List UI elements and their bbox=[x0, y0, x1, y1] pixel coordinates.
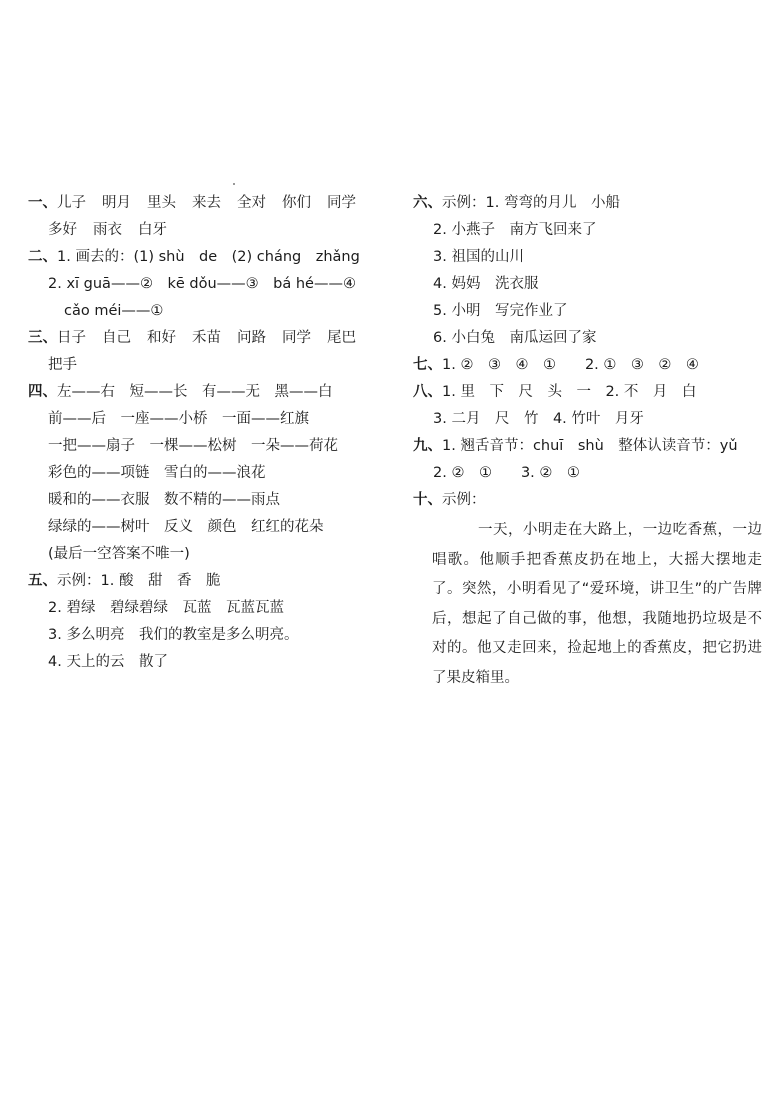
answer-line bbox=[28, 244, 390, 271]
answer-text: 前——后 一座——小桥 一面——红旗 bbox=[48, 411, 309, 427]
answer-text: 4. 妈妈 洗衣服 bbox=[433, 276, 539, 292]
answer-line bbox=[28, 298, 390, 325]
answer-text: 1. 画去的：(1) shù de (2) cháng zhǎng bbox=[57, 249, 360, 265]
answer-line bbox=[413, 433, 763, 460]
answer-text: 示例： bbox=[442, 492, 486, 508]
answer-line bbox=[413, 352, 763, 379]
answer-text: 2. xī guā——② kē dǒu——③ bá hé——④ bbox=[48, 276, 356, 292]
word: 雨衣 bbox=[93, 222, 122, 238]
answer-line bbox=[28, 379, 390, 406]
answer-line bbox=[413, 271, 763, 298]
word: 里头 bbox=[147, 195, 176, 211]
answer-text: 6. 小白兔 南瓜运回了家 bbox=[433, 330, 597, 346]
section-number: 八、 bbox=[413, 384, 442, 400]
answer-column-right bbox=[413, 190, 763, 693]
answer-text: 示例：1. 酸 甜 香 脆 bbox=[57, 573, 221, 589]
word: 全对 bbox=[237, 195, 266, 211]
word: 你们 bbox=[282, 195, 311, 211]
answer-line bbox=[413, 217, 763, 244]
answer-text: 3. 二月 尺 竹 4. 竹叶 月牙 bbox=[433, 411, 644, 427]
answer-text: 4. 天上的云 散了 bbox=[48, 654, 168, 670]
scan-speck bbox=[233, 183, 235, 185]
answer-text: 5. 小明 写完作业了 bbox=[433, 303, 568, 319]
answer-line bbox=[28, 190, 390, 217]
answer-line bbox=[28, 487, 390, 514]
word: 禾苗 bbox=[192, 330, 221, 346]
answer-line bbox=[413, 406, 763, 433]
answer-text: 暖和的——衣服 数不精的——雨点 bbox=[48, 492, 280, 508]
section-number: 七、 bbox=[413, 357, 442, 373]
answer-text: 1. 里 下 尺 头 一 2. 不 月 白 bbox=[442, 384, 697, 400]
answer-line bbox=[28, 541, 390, 568]
answer-text: 2. ② ① 3. ② ① bbox=[433, 465, 580, 481]
word: 问路 bbox=[237, 330, 266, 346]
word: 来去 bbox=[192, 195, 221, 211]
answer-text: 彩色的——项链 雪白的——浪花 bbox=[48, 465, 266, 481]
answer-text: 2. 小燕子 南方飞回来了 bbox=[433, 222, 597, 238]
word: 同学 bbox=[327, 195, 356, 211]
word: 和好 bbox=[147, 330, 176, 346]
section-number: 一、 bbox=[28, 195, 57, 211]
answer-text: 绿绿的——树叶 反义 颜色 红红的花朵 bbox=[48, 519, 324, 535]
word: 儿子 bbox=[57, 195, 86, 211]
word: 日子 bbox=[57, 330, 86, 346]
answer-text: 示例：1. 弯弯的月儿 小船 bbox=[442, 195, 620, 211]
answer-text: 2. 碧绿 碧绿碧绿 瓦蓝 瓦蓝瓦蓝 bbox=[48, 600, 284, 616]
section-number: 十、 bbox=[413, 492, 442, 508]
word: 白牙 bbox=[138, 222, 167, 238]
answer-line bbox=[28, 325, 390, 352]
answer-line bbox=[28, 460, 390, 487]
section-number: 三、 bbox=[28, 330, 57, 346]
answer-text: 一把——扇子 一棵——松树 一朵——荷花 bbox=[48, 438, 338, 454]
answer-line bbox=[28, 217, 390, 244]
answer-text: 左——右 短——长 有——无 黑——白 bbox=[57, 384, 333, 400]
answer-line bbox=[28, 649, 390, 676]
word: 把手 bbox=[48, 357, 77, 373]
answer-line bbox=[413, 244, 763, 271]
answer-text: 1. ② ③ ④ ① 2. ① ③ ② ④ bbox=[442, 357, 699, 373]
answer-line bbox=[28, 514, 390, 541]
answer-line bbox=[413, 379, 763, 406]
answer-text: 3. 祖国的山川 bbox=[433, 249, 524, 265]
word: 明月 bbox=[102, 195, 131, 211]
section-number: 六、 bbox=[413, 195, 442, 211]
answer-line bbox=[413, 298, 763, 325]
answer-text: 3. 多么明亮 我们的教室是多么明亮。 bbox=[48, 627, 299, 643]
section-number: 九、 bbox=[413, 438, 442, 454]
answer-line bbox=[413, 190, 763, 217]
section-number: 二、 bbox=[28, 249, 57, 265]
answer-line bbox=[413, 325, 763, 352]
answer-line bbox=[413, 460, 763, 487]
word: 尾巴 bbox=[327, 330, 356, 346]
answer-text: cǎo méi——① bbox=[64, 303, 164, 319]
answer-note: (最后一空答案不唯一) bbox=[48, 546, 190, 562]
answer-line bbox=[28, 406, 390, 433]
answer-line bbox=[28, 568, 390, 595]
section-number: 四、 bbox=[28, 384, 57, 400]
word: 多好 bbox=[48, 222, 77, 238]
answer-line bbox=[28, 595, 390, 622]
essay-paragraph: 一天，小明走在大路上，一边吃香蕉，一边唱歌。他顺手把香蕉皮扔在地上，大摇大摆地走了。突然，小明看见了“爱环境，讲卫生”的广告牌后，想起了自己做的事，他想，我随地扔垃圾是不对的。他又走回来，捡起地上的香蕉皮，把它扔进了果皮箱里。 bbox=[432, 522, 762, 686]
answer-line bbox=[413, 487, 763, 514]
word: 同学 bbox=[282, 330, 311, 346]
answer-line bbox=[28, 352, 390, 379]
answer-text: 1. 翘舌音节：chuī shù 整体认读音节：yǔ bbox=[442, 438, 738, 454]
word: 自己 bbox=[102, 330, 131, 346]
section-number: 五、 bbox=[28, 573, 57, 589]
answer-line bbox=[28, 622, 390, 649]
answer-column-left bbox=[28, 190, 390, 676]
answer-line bbox=[28, 271, 390, 298]
answer-line bbox=[28, 433, 390, 460]
